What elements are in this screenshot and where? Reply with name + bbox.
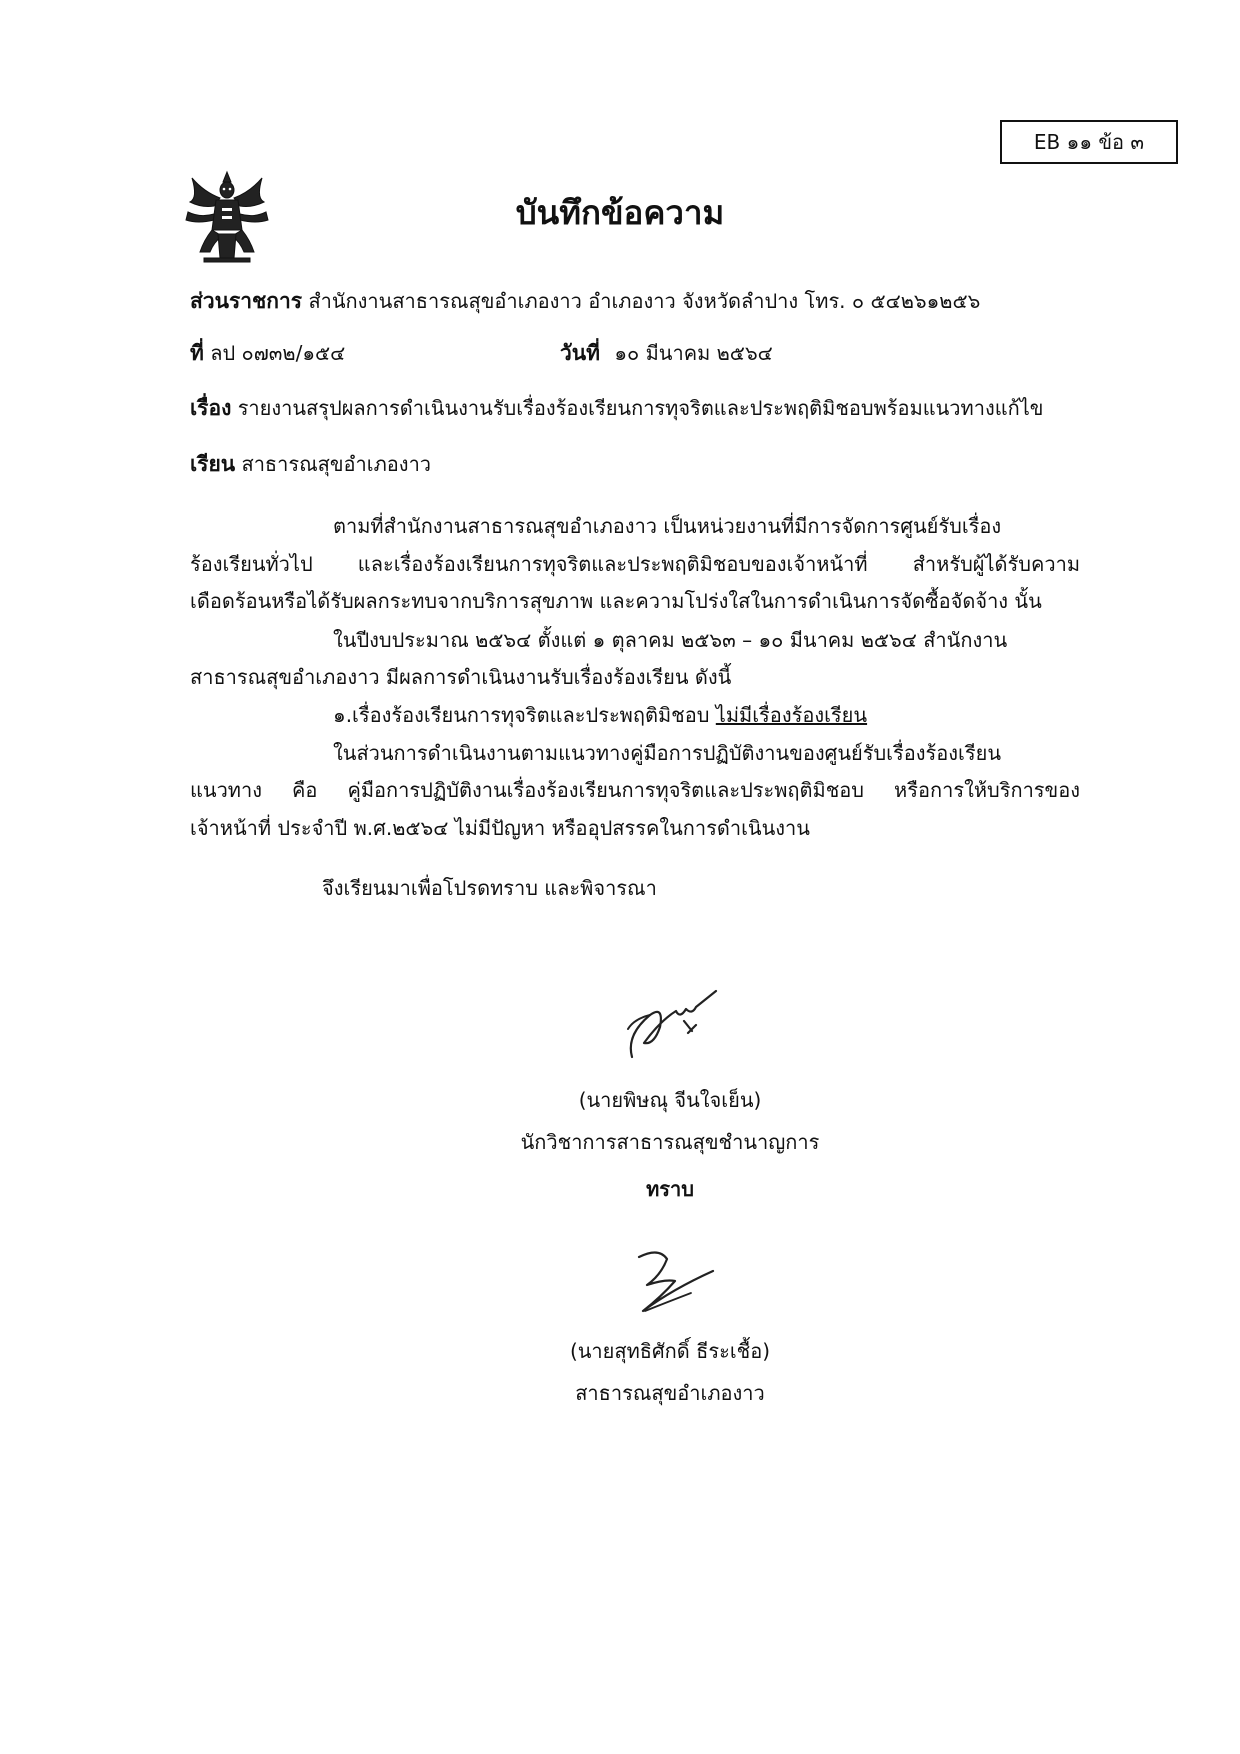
list-item-text: ๑.เรื่องร้องเรียนการทุจริตและประพฤติมิชอบ xyxy=(333,703,710,727)
addressee-line xyxy=(190,448,431,481)
paragraph-line: เจ้าหน้าที่ ประจำปี พ.ศ.๒๕๖๔ ไม่มีปัญหา หรืออุปสรรคในการดำเนินงาน xyxy=(190,816,810,840)
page-title: บันทึกข้อความ xyxy=(515,193,725,232)
date-label: วันที่ xyxy=(560,341,600,365)
reference-code: EB ๑๑ ข้อ ๓ xyxy=(1033,130,1145,154)
paragraph-line: ในส่วนการดำเนินงานตามแนวทางคู่มือการปฏิบัติงานของศูนย์รับเรื่องร้องเรียน xyxy=(333,741,1002,765)
reference-box xyxy=(1000,120,1178,164)
closing-line: จึงเรียนมาเพื่อโปรดทราบ และพิจารณา xyxy=(322,876,657,900)
department-label: ส่วนราชการ xyxy=(190,289,303,313)
signer-2-position: สาธารณสุขอำเภองาว xyxy=(575,1381,765,1405)
department-value: สำนักงานสาธารณสุขอำเภองาว อำเภองาว จังหวัดลำปาง โทร. ๐ ๕๔๒๖๑๒๕๖ xyxy=(308,289,981,313)
reference-label: ที่ xyxy=(190,341,204,365)
signature-2 xyxy=(625,1245,725,1320)
paragraph-line: เดือดร้อนหรือได้รับผลกระทบจากบริการสุขภาพ และความโปร่งใสในการดำเนินการจัดซื้อจัดจ้าง นั้น xyxy=(190,589,1042,613)
signer-1-name: (นายพิษณุ จีนใจเย็น) xyxy=(578,1088,762,1112)
reference-value: ลป ๐๗๓๒/๑๕๔ xyxy=(210,341,346,365)
paragraph-line: ในปีงบประมาณ ๒๕๖๔ ตั้งแต่ ๑ ตุลาคม ๒๕๖๓ – ๑๐ มีนาคม ๒๕๖๔ สำนักงาน xyxy=(333,628,1008,652)
date-value: ๑๐ มีนาคม ๒๕๖๔ xyxy=(614,341,773,365)
signer-2-name: (นายสุทธิศักดิ์ ธีระเชื้อ) xyxy=(569,1339,771,1363)
addressee-value: สาธารณสุขอำเภองาว xyxy=(241,452,432,476)
subject-value: รายงานสรุปผลการดำเนินงานรับเรื่องร้องเรียนการทุจริตและประพฤติมิชอบพร้อมแนวทางแก้ไข xyxy=(237,396,1044,420)
signer-1-position: นักวิชาการสาธารณสุขชำนาญการ xyxy=(520,1130,820,1154)
subject-label: เรื่อง xyxy=(190,396,232,420)
paragraph-line: ร้องเรียนทั่วไป และเรื่องร้องเรียนการทุจริตและประพฤติมิชอบของเจ้าหน้าที่ สำหรับผู้ได้รับความ xyxy=(190,552,1080,576)
signature-1 xyxy=(620,985,730,1065)
paragraph-line: แนวทาง คือ คู่มือการปฏิบัติงานเรื่องร้องเรียนการทุจริตและประพฤติมิชอบ หรือการให้บริการของ xyxy=(190,778,1080,802)
paragraph-line: ตามที่สำนักงานสาธารณสุขอำเภองาว เป็นหน่วยงานที่มีการจัดการศูนย์รับเรื่อง xyxy=(333,514,1002,538)
paragraph-line: สาธารณสุขอำเภองาว มีผลการดำเนินงานรับเรื่องร้องเรียน ดังนี้ xyxy=(190,665,732,689)
subject-line xyxy=(190,392,1043,425)
date-line xyxy=(560,337,773,370)
list-item xyxy=(333,699,867,731)
list-item-result: ไม่มีเรื่องร้องเรียน xyxy=(715,703,868,727)
department-line xyxy=(190,285,980,318)
reference-line xyxy=(190,337,345,370)
acknowledged-label: ทราบ xyxy=(646,1177,694,1201)
addressee-label: เรียน xyxy=(190,452,236,476)
